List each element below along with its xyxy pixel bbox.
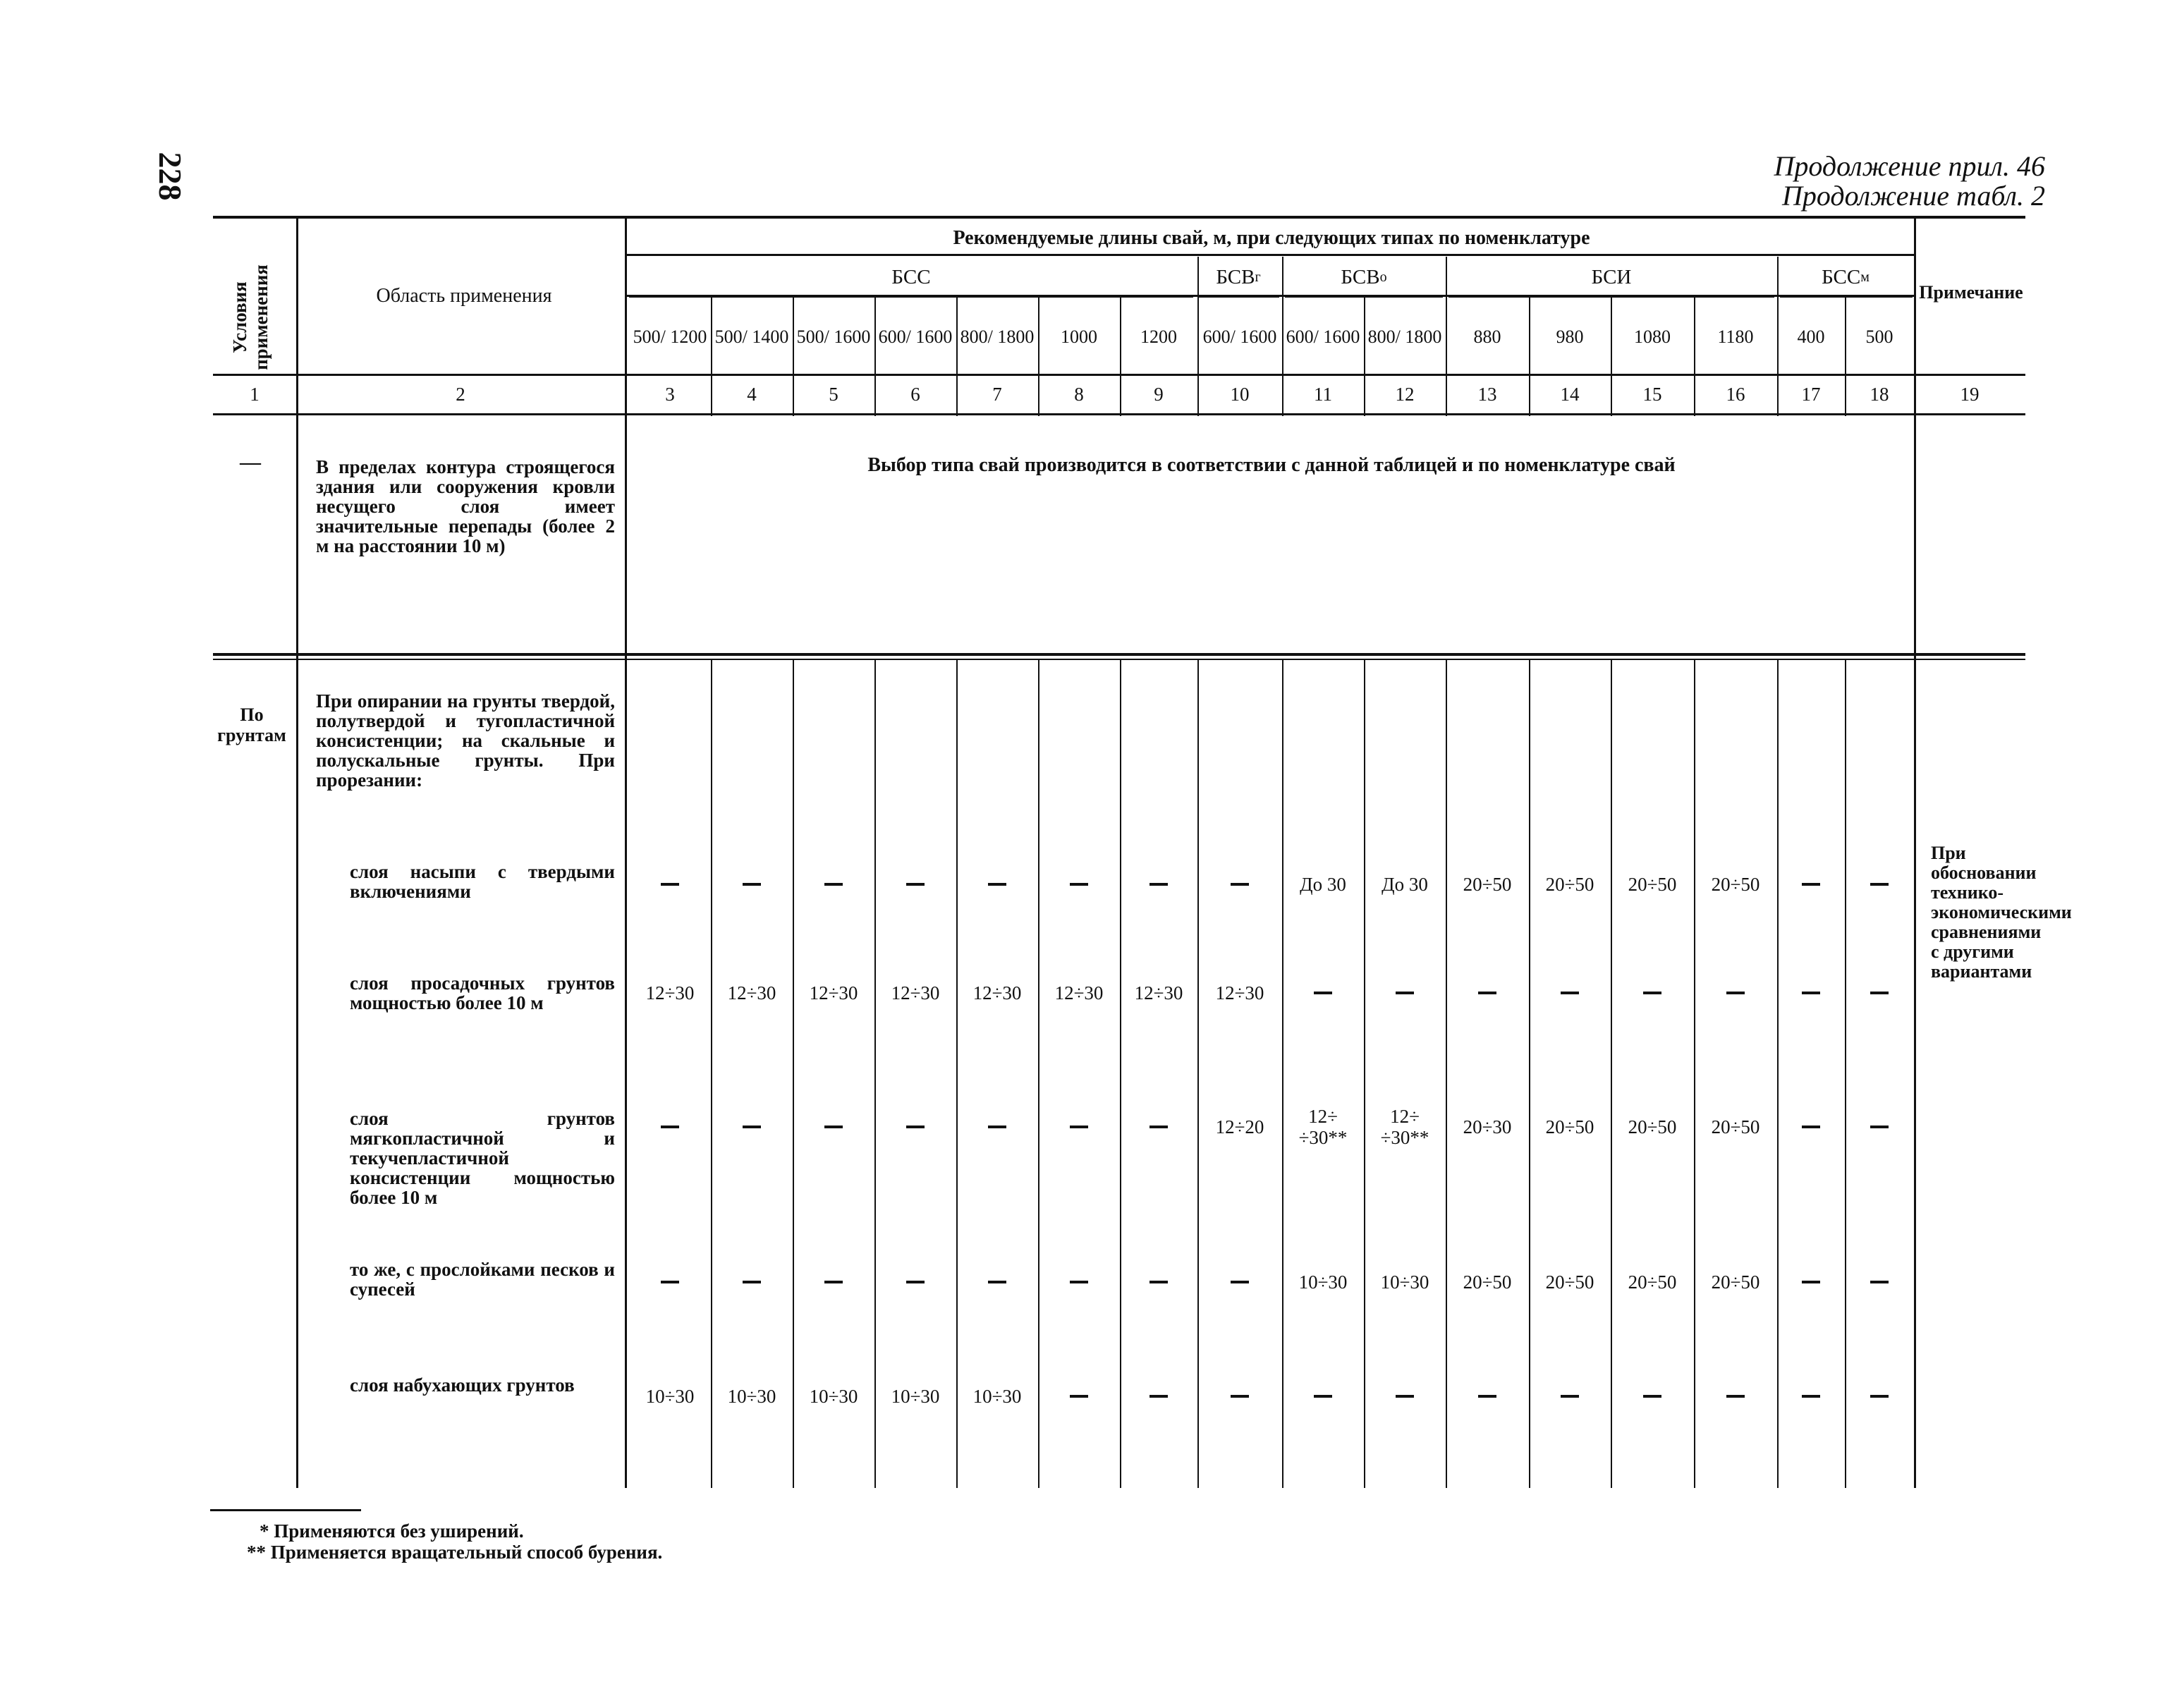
header-conditions: Условия применения: [229, 264, 272, 370]
value-cell: [956, 1259, 1038, 1305]
value-cell: 20÷50: [1628, 874, 1677, 895]
value-cell: 12÷30: [1054, 982, 1104, 1004]
table-rule: [711, 660, 712, 1488]
table-rule: [1694, 660, 1695, 1488]
table-rule: [1446, 660, 1447, 1488]
subheader-cell: 500/ 1200: [633, 327, 707, 347]
value-cell: 12÷30: [809, 982, 858, 1004]
value-cell: [1120, 1259, 1197, 1305]
column-number: 6: [910, 384, 920, 405]
table-rule: [213, 653, 2025, 656]
value-cell: 12÷30: [1134, 982, 1183, 1004]
value-cell: 12÷30: [972, 982, 1022, 1004]
page-number: 228: [152, 152, 188, 201]
value-cell: [1529, 1374, 1611, 1419]
column-number: 19: [1960, 384, 1980, 405]
value-cell: [1364, 1374, 1446, 1419]
subheader-cell: 400: [1797, 327, 1825, 347]
subheader-cell: 1180: [1717, 327, 1754, 347]
row-label: то же, с прослойками песков и супесей: [350, 1259, 615, 1300]
value-cell: 10÷30: [1380, 1271, 1429, 1293]
footnote-rule: [210, 1509, 361, 1511]
value-cell: [629, 1259, 711, 1305]
subheader-cell: 600/ 1600: [1202, 327, 1277, 347]
value-cell: [711, 1104, 793, 1149]
value-cell: 20÷30: [1463, 1116, 1512, 1137]
value-cell: 20÷50: [1711, 1271, 1760, 1293]
value-cell: [1529, 970, 1611, 1015]
continuation-appendix: Продолжение прил. 46: [1774, 150, 2045, 182]
value-cell: [1038, 1104, 1120, 1149]
section1-merged-text: Выбор типа свай производится в соответствии с данной таблицей и по номенклатуре свай: [867, 454, 1676, 476]
table-rule: [1529, 660, 1530, 1488]
footnote-2: ** Применяется вращательный способ бурения.: [247, 1542, 663, 1563]
value-cell: [1611, 970, 1694, 1015]
subheader-cell: 1080: [1634, 327, 1671, 347]
subheader-cell: 600/ 1600: [878, 327, 953, 347]
value-cell: [793, 862, 874, 907]
table-rule: [793, 660, 794, 1488]
value-cell: [1282, 1374, 1364, 1419]
value-cell: [711, 862, 793, 907]
value-cell: 12÷30: [891, 982, 940, 1004]
table-rule: [1197, 660, 1199, 1488]
subheader-cell: 500: [1865, 327, 1893, 347]
column-number: 2: [456, 384, 465, 405]
value-cell: [1197, 862, 1282, 907]
value-cell: [1777, 1259, 1845, 1305]
value-cell: 20÷50: [1628, 1271, 1677, 1293]
table-rule: [1038, 660, 1039, 1488]
column-number: 7: [992, 384, 1002, 405]
column-number: 14: [1560, 384, 1580, 405]
value-cell: 10÷30: [645, 1386, 695, 1407]
column-number: 12: [1395, 384, 1415, 405]
section1-condition: —: [240, 451, 261, 474]
value-cell: 20÷50: [1463, 1271, 1512, 1293]
column-number: 13: [1477, 384, 1497, 405]
table-rule: [1282, 660, 1283, 1488]
value-cell: [1845, 1259, 1914, 1305]
value-cell: [793, 1259, 874, 1305]
value-cell: [629, 862, 711, 907]
table-rule: [1120, 660, 1121, 1488]
table-rule: [1845, 660, 1846, 1488]
value-cell: [1845, 1374, 1914, 1419]
value-cell: [1197, 1374, 1282, 1419]
value-cell: [1845, 1104, 1914, 1149]
group-bsvo: БСВ о: [1341, 266, 1387, 288]
column-number: 4: [747, 384, 757, 405]
value-cell: 12÷ ÷30**: [1298, 1106, 1348, 1148]
value-cell: [956, 1104, 1038, 1149]
value-cell: [1446, 1374, 1529, 1419]
value-cell: [1845, 862, 1914, 907]
row-label: слоя набухающих грунтов: [350, 1374, 575, 1396]
subheader-cell: 500/ 1600: [796, 327, 871, 347]
value-cell: [874, 1259, 956, 1305]
group-bsi: БСИ: [1591, 266, 1632, 288]
value-cell: 10÷30: [727, 1386, 776, 1407]
table-rule: [1199, 296, 1279, 298]
column-number: 5: [829, 384, 838, 405]
header-group-title: Рекомендуемые длины свай, м, при следующих типах по номенклатуре: [953, 227, 1590, 249]
table-rule: [874, 660, 876, 1488]
value-cell: 12÷20: [1215, 1116, 1264, 1137]
value-cell: [629, 1104, 711, 1149]
value-cell: [1446, 970, 1529, 1015]
table-rule: [629, 296, 1193, 298]
value-cell: 12÷30: [645, 982, 695, 1004]
value-cell: [1120, 862, 1197, 907]
value-cell: [874, 1104, 956, 1149]
column-number: 15: [1642, 384, 1662, 405]
column-number: 3: [665, 384, 675, 405]
table-rule: [1777, 660, 1779, 1488]
column-number: 11: [1314, 384, 1332, 405]
table-rule: [213, 659, 2025, 660]
value-cell: [1611, 1374, 1694, 1419]
value-cell: 20÷50: [1545, 874, 1594, 895]
column-number: 18: [1870, 384, 1889, 405]
value-cell: [1364, 970, 1446, 1015]
continuation-table: Продолжение табл. 2: [1781, 180, 2045, 212]
value-cell: [1694, 1374, 1777, 1419]
subheader-cell: 600/ 1600: [1286, 327, 1360, 347]
row-label: слоя насыпи с твердыми включениями: [350, 861, 615, 902]
value-cell: [1777, 970, 1845, 1015]
subheader-cell: 980: [1556, 327, 1584, 347]
value-cell: [1694, 970, 1777, 1015]
value-cell: 20÷50: [1628, 1116, 1677, 1137]
value-cell: 20÷50: [1545, 1116, 1594, 1137]
value-cell: [874, 862, 956, 907]
value-cell: [1120, 1374, 1197, 1419]
column-number: 8: [1074, 384, 1084, 405]
value-cell: [1282, 970, 1364, 1015]
value-cell: [1777, 1374, 1845, 1419]
value-cell: [1197, 1259, 1282, 1305]
header-area: Область применения: [376, 285, 552, 307]
header-note: Примечание: [1919, 282, 2023, 303]
subheader-cell: 800/ 1800: [960, 327, 1035, 347]
section1-area: В пределах контура строящегося здания или сооружения кровли несущего слоя имеет значительные перепады (более 2 м на расстоянии 10 м): [316, 456, 615, 556]
value-cell: До 30: [1382, 874, 1428, 895]
column-number: 16: [1726, 384, 1745, 405]
value-cell: 12÷30: [1215, 982, 1264, 1004]
table-rule: [1611, 660, 1612, 1488]
value-cell: До 30: [1300, 874, 1346, 895]
value-cell: [1038, 1259, 1120, 1305]
value-cell: 12÷30: [727, 982, 776, 1004]
value-cell: [1777, 1104, 1845, 1149]
value-cell: 20÷50: [1711, 874, 1760, 895]
column-number: 1: [250, 384, 260, 405]
column-number: 17: [1801, 384, 1821, 405]
table-rule: [213, 413, 2025, 415]
value-cell: [1777, 862, 1845, 907]
subheader-cell: 1000: [1061, 327, 1097, 347]
section2-note: При обосновании технико-экономическими сравнениями с другими вариантами: [1931, 843, 2072, 982]
row-label: слоя просадочных грунтов мощностью более 10 м: [350, 972, 615, 1013]
group-bss: БСС: [891, 266, 931, 288]
value-cell: 20÷50: [1711, 1116, 1760, 1137]
value-cell: [711, 1259, 793, 1305]
value-cell: 20÷50: [1545, 1271, 1594, 1293]
table-rule: [1364, 660, 1365, 1488]
value-cell: [1120, 1104, 1197, 1149]
footnote-1: * Применяются без уширений.: [260, 1520, 524, 1542]
subheader-cell: 500/ 1400: [714, 327, 789, 347]
subheader-cell: 1200: [1140, 327, 1177, 347]
column-number: 10: [1230, 384, 1250, 405]
value-cell: 10÷30: [1298, 1271, 1348, 1293]
section2-condition: По грунтам: [217, 704, 286, 745]
value-cell: 20÷50: [1463, 874, 1512, 895]
table-rule: [625, 216, 627, 1488]
row-label: слоя грунтов мягкопластичной и текучепластичной консистенции мощностью более 10 м: [350, 1108, 615, 1208]
value-cell: [956, 862, 1038, 907]
value-cell: [793, 1104, 874, 1149]
value-cell: [1038, 1374, 1120, 1419]
value-cell: 10÷30: [809, 1386, 858, 1407]
table-rule: [1780, 296, 1913, 298]
subheader-cell: 880: [1473, 327, 1501, 347]
group-bsvg: БСВ г: [1216, 266, 1261, 288]
value-cell: 10÷30: [972, 1386, 1022, 1407]
value-cell: [1038, 862, 1120, 907]
column-number: 9: [1154, 384, 1164, 405]
table-rule: [956, 660, 958, 1488]
value-cell: [1845, 970, 1914, 1015]
subheader-cell: 800/ 1800: [1367, 327, 1442, 347]
value-cell: 10÷30: [891, 1386, 940, 1407]
value-cell: 12÷ ÷30**: [1380, 1106, 1429, 1148]
section2-intro: При опирании на грунты твердой, полутвердой и тугопластичной консистенции; на скальные и полускальные грунты. При прорезании:: [316, 690, 615, 791]
group-bssm: БСС м: [1822, 266, 1870, 288]
